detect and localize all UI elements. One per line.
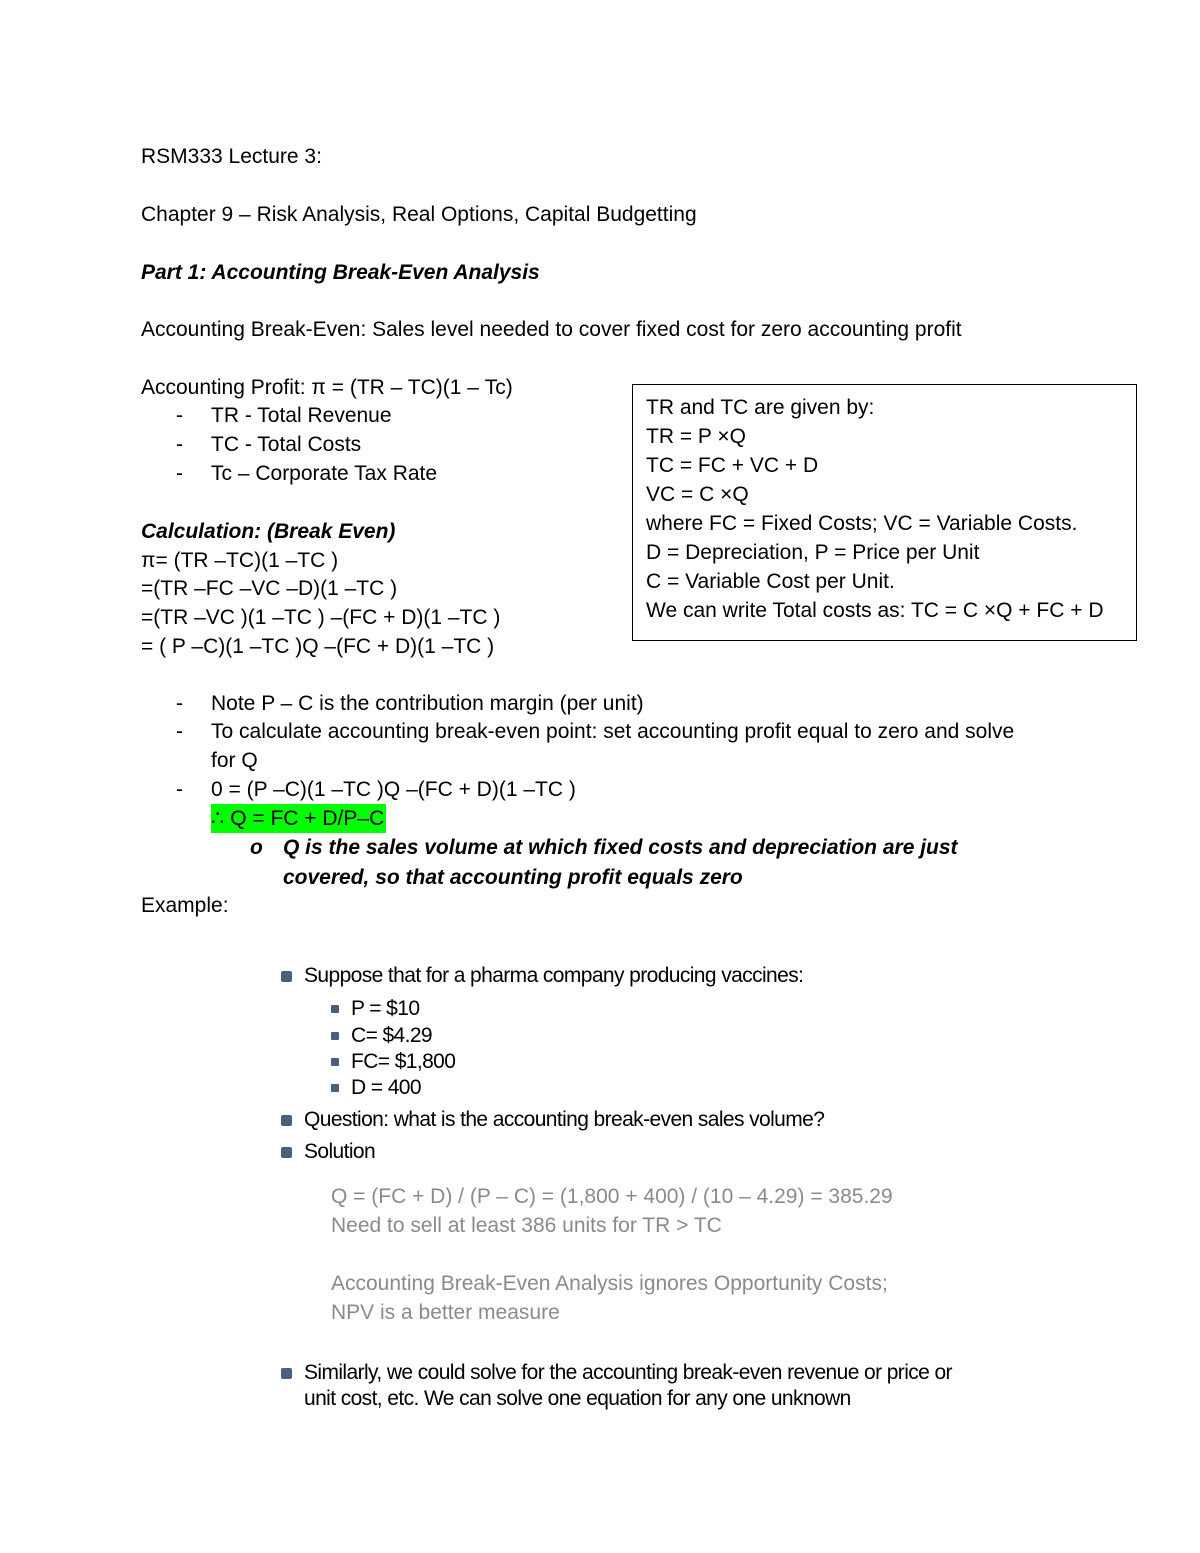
box-line-5: where FC = Fixed Costs; VC = Variable Costs. — [646, 512, 1078, 535]
box-line-8: We can write Total costs as: TC = C ×Q + FC + D — [646, 599, 1104, 622]
box-line-4: VC = C ×Q — [646, 483, 749, 506]
dash-bullet: - — [176, 778, 183, 801]
slide-similarly-2: unit cost, etc. We can solve one equation for any one unknown — [304, 1387, 851, 1410]
param-d: D = 400 — [351, 1076, 421, 1099]
profit-item-tc: TC - Total Costs — [211, 433, 362, 456]
sub-bullet-o: o — [250, 836, 263, 859]
square-bullet-icon — [281, 971, 292, 982]
small-square-bullet-icon — [331, 1084, 339, 1092]
slide-suppose: Suppose that for a pharma company producing vaccines: — [304, 964, 804, 987]
note-breakeven: To calculate accounting break-even point: set accounting profit equal to zero and solve — [211, 720, 1015, 743]
param-c: C= $4.29 — [351, 1024, 433, 1047]
note-breakeven-cont: for Q — [211, 749, 258, 772]
box-line-7: C = Variable Cost per Unit. — [646, 570, 895, 593]
box-line-6: D = Depreciation, P = Price per Unit — [646, 541, 980, 564]
chapter-title: Chapter 9 – Risk Analysis, Real Options, Capital Budgetting — [141, 203, 697, 226]
dash-bullet: - — [176, 433, 183, 456]
dash-bullet: - — [176, 404, 183, 427]
calculation-heading: Calculation: (Break Even) — [141, 520, 396, 543]
part-heading: Part 1: Accounting Break-Even Analysis — [141, 261, 540, 284]
dash-bullet: - — [176, 692, 183, 715]
sub-note-line-1: Q is the sales volume at which fixed costs and depreciation are just — [283, 836, 958, 859]
solution-npv: NPV is a better measure — [331, 1301, 560, 1324]
square-bullet-icon — [281, 1115, 292, 1126]
small-square-bullet-icon — [331, 1032, 339, 1040]
slide-question: Question: what is the accounting break-even sales volume? — [304, 1108, 825, 1131]
param-fc: FC= $1,800 — [351, 1050, 456, 1073]
profit-item-tax: Tc – Corporate Tax Rate — [211, 462, 438, 485]
calc-line-4: = ( P –C)(1 –TC )Q –(FC + D)(1 –TC ) — [141, 635, 495, 658]
param-p: P = $10 — [351, 997, 420, 1020]
solution-opportunity: Accounting Break-Even Analysis ignores Opportunity Costs; — [331, 1272, 888, 1295]
result-highlight: ∴ Q = FC + D/P–C — [211, 804, 386, 833]
box-line-3: TC = FC + VC + D — [646, 454, 819, 477]
break-even-definition: Accounting Break-Even: Sales level needed to cover fixed cost for zero accounting profit — [141, 318, 962, 341]
note-margin: Note P – C is the contribution margin (per unit) — [211, 692, 644, 715]
calc-line-3: =(TR –VC )(1 –TC ) –(FC + D)(1 –TC ) — [141, 606, 501, 629]
solution-units: Need to sell at least 386 units for TR > TC — [331, 1214, 722, 1237]
small-square-bullet-icon — [331, 1005, 339, 1013]
definitions-box — [632, 384, 1137, 641]
square-bullet-icon — [281, 1147, 292, 1158]
calc-line-1: π= (TR –TC)(1 –TC ) — [141, 549, 339, 572]
profit-formula: Accounting Profit: π = (TR – TC)(1 – Tc) — [141, 376, 513, 399]
sub-note-line-2: covered, so that accounting profit equals zero — [283, 866, 743, 889]
small-square-bullet-icon — [331, 1058, 339, 1066]
slide-similarly-1: Similarly, we could solve for the accounting break-even revenue or price or — [304, 1361, 952, 1384]
dash-bullet: - — [176, 462, 183, 485]
example-label: Example: — [141, 894, 229, 917]
slide-solution: Solution — [304, 1140, 376, 1163]
solution-formula: Q = (FC + D) / (P – C) = (1,800 + 400) / (10 – 4.29) = 385.29 — [331, 1185, 893, 1208]
calc-line-2: =(TR –FC –VC –D)(1 –TC ) — [141, 577, 398, 600]
square-bullet-icon — [281, 1368, 292, 1379]
box-line-2: TR = P ×Q — [646, 425, 746, 448]
note-equation: 0 = (P –C)(1 –TC )Q –(FC + D)(1 –TC ) — [211, 778, 576, 801]
box-line-1: TR and TC are given by: — [646, 396, 875, 419]
profit-item-tr: TR - Total Revenue — [211, 404, 392, 427]
dash-bullet: - — [176, 720, 183, 743]
lecture-title: RSM333 Lecture 3: — [141, 145, 322, 168]
